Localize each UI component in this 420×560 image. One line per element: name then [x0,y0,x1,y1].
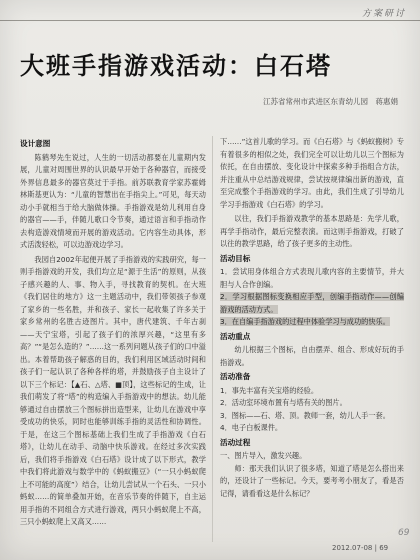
body-paragraph: 我园自2002年起便开展了手指游戏的实践研究，每一则手指游戏的开发，我们均立足“源于生活”的原则，从孩子感兴趣的人、事、物入手，寻找教育的契机。在大班《我们居住的地方》这一主题活动中，我们带领孩子参观了家乡的一些名胜，并和孩子、家长一起收集了许多关于家乡常州的名胜古迹图片。其中，唐代建筑、千年古刹——天宁宝塔，引起了孩子们的浓厚兴趣，“这里有多高？”“是怎么造的？”……这一系列问题从孩子们的口中溢出。本着帮助孩子解惑的目的，我们利用区域活动时间和孩子们一起认识了各种各样的塔，并鼓励孩子自主设计了以下三个标记：【▲石、△塔、■顶】，这些标记的生成，让我们萌发了将“塔”的构造编入手指游戏中的想法。幼儿能够通过自由摆放三个图标拼出造型来，让幼儿在游戏中享受成功的快乐，同时也能够训练手指的灵活性和协调性。于是，在这三个图标基础上我们生成了手指游戏《白石塔》，让幼儿在动手、动脑中快乐游戏。在经过多次实践后，我们将手指游戏《白石塔》设计成了以下形式，教学中我们将此游戏与数学中的《蚂蚁搬豆》（“一只小蚂蚁爬上不可能的高度”）结合，让幼儿尝试从一个石头、一只小蚂蚁……的简单叠加开始，在音乐节奏的伴随下，自主运用手指的不同组合方式进行游戏，两只小蚂蚁爬上不高，三只小蚂蚁爬上又高又…… [20,254,206,526]
process-text: 师：那天我们认识了很多塔，知道了塔是怎么搭出来的，还设计了一些标记。今天，要考考小朋友了，看是否记得，请看看这是什么标记？ [220,463,404,498]
author-byline: 江苏省常州市武进区东青幼儿园 蒋惠娟 [263,97,398,106]
prep-item: 3．图标——石、塔、顶。教师一套，幼儿人手一套。 [220,410,390,420]
highlighted-text: 2．学习根据图标变换相应手型，创编手指动作——创编游戏的活动方式。 [220,292,404,314]
prep-heading: 活动准备 [220,372,251,381]
body-paragraph: 以往，我们手指游戏教学的基本思路是：先学儿歌，再学手指动作，最后完整表演。而这则手指游戏，打破了以往的教学思路，给了孩子更多的主动性。 [220,214,404,248]
body-paragraph: 陈鹤琴先生说过，人生的一切活动都要在儿童期内发展，儿童对周围世界的认识最早开始于各种器官，而接受外界信息最多的器官莫过于手指。前苏联教育学家苏霍姆林斯基更认为：“儿童的智慧出在手指尖上。”可见，每天动动小手就相当于给大脑做体操。手指游戏是幼儿利用自身的器官——手，伴随儿歌口令节奏，通过语言和手指动作去构造游戏情境而开展的游戏活动。它内容生动具体，形式活泼轻松，可以边游戏边学习。 [20,152,206,249]
column-divider [212,136,213,542]
issue-footer: 2012.07-08 | 69 [332,544,389,552]
header-rule [0,20,420,21]
body-paragraph: 下……”这首儿歌的学习。而《白石塔》与《蚂蚁搬树》专有着很多的相似之处，我们完全可以让幼儿以三个图标为依托，在自由摆放、变化设计中探索多种手指组合方法，并注重从中总结游戏规律，尝试按规律编出新的游戏，直至完成整个手指游戏的学习。由此，我们生成了引导幼儿学习手指游戏《白石塔》的学习。 [220,137,404,209]
prep-item: 1．事先丰富有关宝塔的经验。 [220,385,319,395]
focus-text: 幼儿根据三个图标，自由摆弄、组合、形成好玩的手指游戏。 [220,345,404,367]
goals-heading: 活动目标 [220,253,251,263]
page-header [0,0,420,30]
goal-item [220,291,404,316]
column-tag: 方案研讨 [361,9,406,19]
highlighted-text: 3．在自编手指游戏的过程中体验学习与成功的快乐。 [220,317,390,326]
goal-item: 1．尝试用身体组合方式表现儿歌内容的主要情节，并大胆与人合作创编。 [220,267,404,289]
prep-item: 4．电子白板课件。 [220,423,283,432]
right-column [220,136,404,502]
article-title: 大班手指游戏活动：白石塔 [20,52,332,80]
goal-item [220,316,404,329]
process-heading: 活动过程 [220,437,251,447]
page-mark: 69 [398,528,410,538]
left-column [20,136,206,531]
process-step: 一、图片导入，激发兴趣。 [220,451,307,460]
prep-item: 2．活动室环境布置有与塔有关的图片。 [220,398,347,407]
design-heading: 设计意图 [20,139,51,148]
focus-heading: 活动重点 [220,331,251,341]
